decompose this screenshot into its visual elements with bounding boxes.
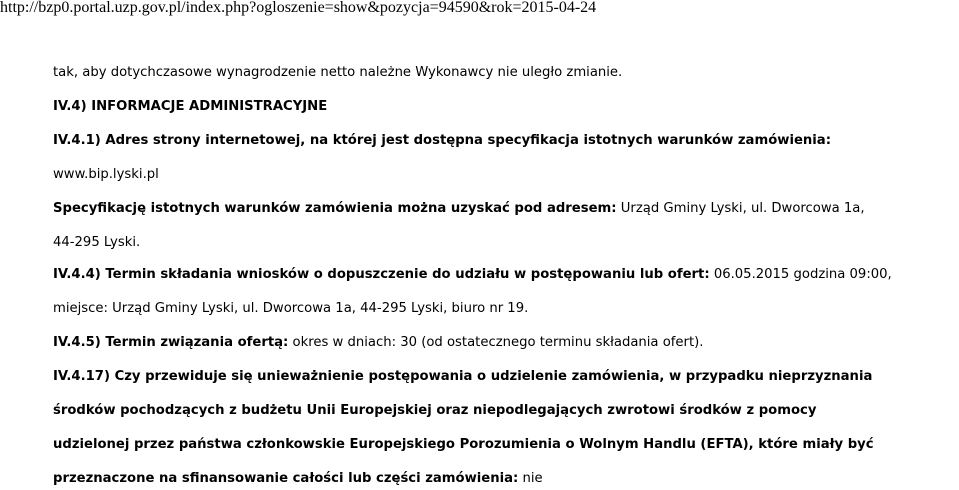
iv41-value-line: [53, 164, 159, 186]
iv417-text-2: środków pochodzących z budżetu Unii Europejskiej oraz niepodlegających zwrotowi środków z pomocy: [53, 403, 817, 418]
iv417-value: nie: [522, 471, 543, 486]
iv45-line: [53, 332, 703, 354]
section-heading-iv4: [53, 96, 327, 118]
iv44-value-2: miejsce: Urząd Gminy Lyski, ul. Dworcowa 1a, 44-295 Lyski, biuro nr 19.: [53, 301, 529, 316]
spec-value-2: 44-295 Lyski.: [53, 235, 141, 250]
spec-label: Specyfikację istotnych warunków zamówienia można uzyskać pod adresem:: [53, 201, 617, 216]
iv417-line-1: [53, 366, 872, 388]
iv45-value: okres w dniach: 30 (od ostatecznego terminu składania ofert).: [292, 335, 704, 350]
iv41-label: IV.4.1) Adres strony internetowej, na której jest dostępna specyfikacja istotnych warunków zamówienia:: [53, 133, 831, 148]
spec-line-1: [53, 198, 865, 220]
iv44-value-1: 06.05.2015 godzina 09:00,: [713, 267, 892, 282]
iv41-label-line: [53, 130, 831, 152]
intro-text: tak, aby dotychczasowe wynagrodzenie netto należne Wykonawcy nie uległo zmianie.: [53, 65, 623, 80]
iv45-label: IV.4.5) Termin związania ofertą:: [53, 335, 289, 350]
iv417-line-4: [53, 468, 543, 490]
iv44-label: IV.4.4) Termin składania wniosków o dopuszczenie do udziału w postępowaniu lub ofert:: [53, 267, 710, 282]
iv417-text-1: IV.4.17) Czy przewiduje się unieważnienie postępowania o udzielenie zamówienia, w przypadku nieprzyznania: [53, 369, 873, 384]
iv41-website-link[interactable]: www.bip.lyski.pl: [53, 167, 159, 182]
iv417-text-3: udzielonej przez państwa członkowskie Europejskiego Porozumienia o Wolnym Handlu (EFTA), które miały być: [53, 437, 874, 452]
spec-line-2: [53, 232, 140, 254]
iv417-line-3: [53, 434, 874, 456]
page-url: http://bzp0.portal.uzp.gov.pl/index.php?ogloszenie=show&pozycja=94590&rok=2015-04-24: [0, 0, 597, 16]
spec-value-1: Urząd Gminy Lyski, ul. Dworcowa 1a,: [620, 201, 865, 216]
iv417-line-2: [53, 400, 816, 422]
intro-paragraph: [53, 62, 622, 84]
iv44-line-2: [53, 298, 528, 320]
iv417-text-4: przeznaczone na sfinansowanie całości lub części zamówienia:: [53, 471, 519, 486]
iv44-line-1: [53, 264, 892, 286]
section-heading-iv4-text: IV.4) INFORMACJE ADMINISTRACYJNE: [53, 99, 328, 114]
